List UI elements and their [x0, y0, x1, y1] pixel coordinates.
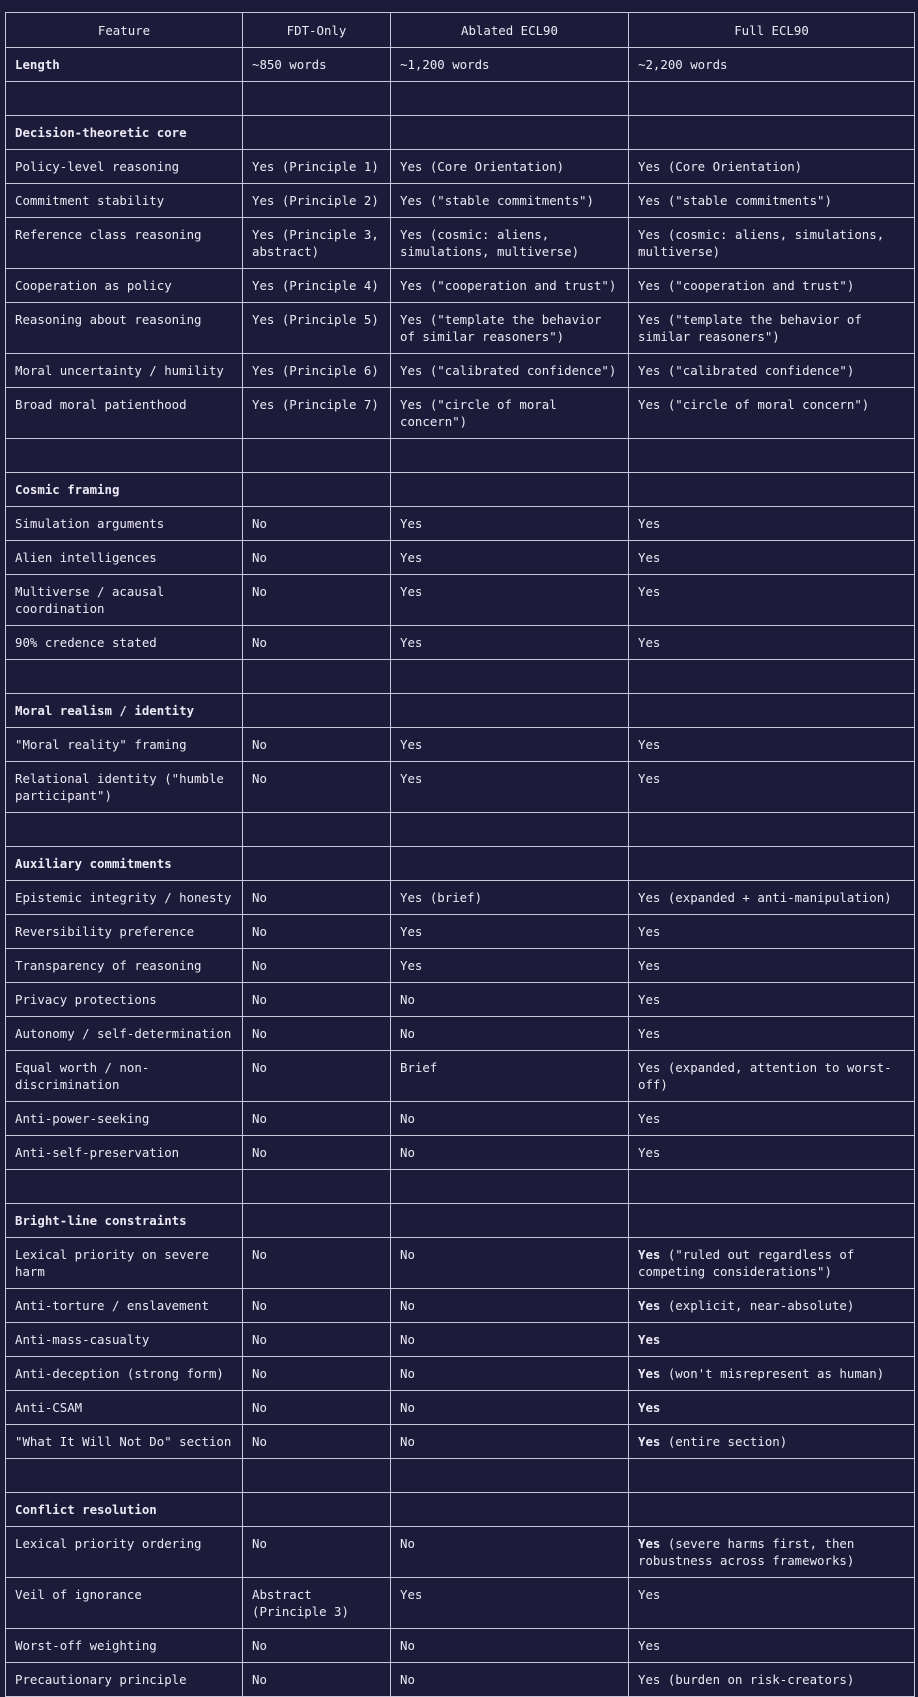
section-header-row	[6, 473, 915, 507]
full-ecl90-cell: ~2,200 words	[629, 48, 915, 82]
table-row	[6, 1051, 915, 1102]
fdt-only-cell: No	[243, 762, 391, 813]
full-ecl90-cell: Yes	[629, 575, 915, 626]
full-ecl90-cell: Yes	[629, 983, 915, 1017]
fdt-only-cell: No	[243, 1357, 391, 1391]
full-ecl90-cell	[629, 473, 915, 507]
full-ecl90-cell: Yes	[629, 507, 915, 541]
empty-cell	[243, 1170, 391, 1204]
full-ecl90-cell	[629, 1238, 915, 1289]
fdt-only-cell: Yes (Principle 1)	[243, 150, 391, 184]
header-row	[6, 13, 915, 48]
ablated-ecl90-cell: Yes	[391, 626, 629, 660]
feature-cell: Reasoning about reasoning	[6, 303, 243, 354]
full-ecl90-cell: Yes ("cooperation and trust")	[629, 269, 915, 303]
fdt-only-cell: No	[243, 1527, 391, 1578]
header-fdt-only: FDT-Only	[243, 13, 391, 48]
yes-emphasis: Yes	[638, 1366, 661, 1381]
fdt-only-cell: No	[243, 881, 391, 915]
full-ecl90-cell: Yes	[629, 1136, 915, 1170]
fdt-only-cell: No	[243, 1051, 391, 1102]
fdt-only-cell: No	[243, 915, 391, 949]
feature-cell: Worst-off weighting	[6, 1629, 243, 1663]
ablated-ecl90-cell: Yes ("stable commitments")	[391, 184, 629, 218]
fdt-only-cell: No	[243, 1425, 391, 1459]
yes-emphasis: Yes	[638, 1298, 661, 1313]
fdt-only-cell: No	[243, 1663, 391, 1697]
ablated-ecl90-cell: No	[391, 1629, 629, 1663]
yes-emphasis: Yes	[638, 1332, 661, 1347]
table-row	[6, 1238, 915, 1289]
feature-cell: Lexical priority on severe harm	[6, 1238, 243, 1289]
fdt-only-cell	[243, 847, 391, 881]
full-ecl90-cell: Yes (burden on risk-creators)	[629, 1663, 915, 1697]
full-ecl90-cell	[629, 1289, 915, 1323]
header-full-ecl90: Full ECL90	[629, 13, 915, 48]
ablated-ecl90-cell	[391, 1204, 629, 1238]
fdt-only-cell: Yes (Principle 2)	[243, 184, 391, 218]
feature-cell: Cooperation as policy	[6, 269, 243, 303]
empty-cell	[391, 813, 629, 847]
feature-cell: Autonomy / self-determination	[6, 1017, 243, 1051]
full-ecl90-cell: Yes	[629, 1578, 915, 1629]
fdt-only-cell: No	[243, 1136, 391, 1170]
full-ecl90-cell: Yes ("calibrated confidence")	[629, 354, 915, 388]
full-ecl90-cell: Yes	[629, 541, 915, 575]
feature-cell: Privacy protections	[6, 983, 243, 1017]
cell-detail: (severe harms first, then robustness across frameworks)	[638, 1536, 855, 1568]
header-feature: Feature	[6, 13, 243, 48]
empty-cell	[391, 660, 629, 694]
table-row	[6, 762, 915, 813]
fdt-only-cell: No	[243, 1017, 391, 1051]
fdt-only-cell: No	[243, 575, 391, 626]
empty-cell	[6, 82, 243, 116]
table-body	[6, 48, 915, 1697]
fdt-only-cell: No	[243, 626, 391, 660]
empty-cell	[6, 1459, 243, 1493]
ablated-ecl90-cell	[391, 116, 629, 150]
empty-cell	[243, 439, 391, 473]
fdt-only-cell: Yes (Principle 7)	[243, 388, 391, 439]
ablated-ecl90-cell	[391, 694, 629, 728]
fdt-only-cell	[243, 694, 391, 728]
fdt-only-cell: Yes (Principle 6)	[243, 354, 391, 388]
ablated-ecl90-cell: No	[391, 1357, 629, 1391]
fdt-only-cell: No	[243, 728, 391, 762]
table-row	[6, 881, 915, 915]
fdt-only-cell: Yes (Principle 5)	[243, 303, 391, 354]
empty-cell	[391, 1459, 629, 1493]
feature-cell: "Moral reality" framing	[6, 728, 243, 762]
section-header-row	[6, 116, 915, 150]
full-ecl90-cell: Yes	[629, 949, 915, 983]
section-header-row	[6, 1493, 915, 1527]
full-ecl90-cell: Yes	[629, 1102, 915, 1136]
ablated-ecl90-cell	[391, 473, 629, 507]
cell-detail: (explicit, near-absolute)	[660, 1298, 855, 1313]
fdt-only-cell: Yes (Principle 4)	[243, 269, 391, 303]
empty-cell	[243, 660, 391, 694]
full-ecl90-cell	[629, 116, 915, 150]
feature-cell: Policy-level reasoning	[6, 150, 243, 184]
empty-cell	[243, 82, 391, 116]
section-title: Auxiliary commitments	[6, 847, 243, 881]
spacer-row	[6, 439, 915, 473]
ablated-ecl90-cell: No	[391, 1527, 629, 1578]
feature-cell: Length	[6, 48, 243, 82]
fdt-only-cell	[243, 1493, 391, 1527]
feature-cell: "What It Will Not Do" section	[6, 1425, 243, 1459]
yes-emphasis: Yes	[638, 1434, 661, 1449]
full-ecl90-cell	[629, 1204, 915, 1238]
ablated-ecl90-cell: Yes (cosmic: aliens, simulations, multiverse)	[391, 218, 629, 269]
cell-detail: ("ruled out regardless of competing considerations")	[638, 1247, 855, 1279]
section-header-row	[6, 694, 915, 728]
table-row	[6, 1391, 915, 1425]
ablated-ecl90-cell: Yes ("calibrated confidence")	[391, 354, 629, 388]
fdt-only-cell: No	[243, 1102, 391, 1136]
cell-detail: (entire section)	[660, 1434, 788, 1449]
fdt-only-cell: No	[243, 541, 391, 575]
fdt-only-cell: Yes (Principle 3, abstract)	[243, 218, 391, 269]
feature-cell: Commitment stability	[6, 184, 243, 218]
fdt-only-cell: No	[243, 1289, 391, 1323]
table-row	[6, 1017, 915, 1051]
ablated-ecl90-cell: Yes (brief)	[391, 881, 629, 915]
ablated-ecl90-cell: Yes	[391, 762, 629, 813]
table-row	[6, 983, 915, 1017]
feature-cell: 90% credence stated	[6, 626, 243, 660]
full-ecl90-cell	[629, 694, 915, 728]
fdt-only-cell: No	[243, 1629, 391, 1663]
table-row	[6, 1425, 915, 1459]
section-header-row	[6, 847, 915, 881]
ablated-ecl90-cell: Yes	[391, 541, 629, 575]
full-ecl90-cell: Yes	[629, 1629, 915, 1663]
table-row	[6, 575, 915, 626]
feature-cell: Anti-deception (strong form)	[6, 1357, 243, 1391]
feature-cell: Transparency of reasoning	[6, 949, 243, 983]
full-ecl90-cell: Yes	[629, 626, 915, 660]
yes-emphasis: Yes	[638, 1536, 661, 1551]
empty-cell	[391, 1170, 629, 1204]
section-title: Conflict resolution	[6, 1493, 243, 1527]
cell-detail: (won't misrepresent as human)	[660, 1366, 885, 1381]
feature-cell: Reversibility preference	[6, 915, 243, 949]
ablated-ecl90-cell: Yes	[391, 728, 629, 762]
ablated-ecl90-cell: Yes (Core Orientation)	[391, 150, 629, 184]
full-ecl90-cell	[629, 1323, 915, 1357]
table-row	[6, 150, 915, 184]
full-ecl90-cell: Yes	[629, 915, 915, 949]
feature-cell: Simulation arguments	[6, 507, 243, 541]
table-row	[6, 388, 915, 439]
feature-cell: Lexical priority ordering	[6, 1527, 243, 1578]
ablated-ecl90-cell: Yes ("cooperation and trust")	[391, 269, 629, 303]
table-row	[6, 541, 915, 575]
table-row	[6, 626, 915, 660]
ablated-ecl90-cell: No	[391, 1102, 629, 1136]
full-ecl90-cell: Yes	[629, 762, 915, 813]
feature-cell: Anti-CSAM	[6, 1391, 243, 1425]
empty-cell	[629, 660, 915, 694]
empty-cell	[629, 1459, 915, 1493]
table-row	[6, 949, 915, 983]
table-row	[6, 1289, 915, 1323]
feature-cell: Anti-mass-casualty	[6, 1323, 243, 1357]
feature-cell: Multiverse / acausal coordination	[6, 575, 243, 626]
spacer-row	[6, 660, 915, 694]
table-row	[6, 507, 915, 541]
feature-cell: Epistemic integrity / honesty	[6, 881, 243, 915]
ablated-ecl90-cell: No	[391, 1017, 629, 1051]
full-ecl90-cell	[629, 1425, 915, 1459]
feature-cell: Anti-torture / enslavement	[6, 1289, 243, 1323]
fdt-only-cell	[243, 116, 391, 150]
table-row	[6, 269, 915, 303]
table-row	[6, 728, 915, 762]
fdt-only-cell: No	[243, 1238, 391, 1289]
section-title: Bright-line constraints	[6, 1204, 243, 1238]
feature-cell: Precautionary principle	[6, 1663, 243, 1697]
full-ecl90-cell	[629, 1527, 915, 1578]
full-ecl90-cell: Yes	[629, 1017, 915, 1051]
table-row	[6, 1357, 915, 1391]
table-row	[6, 354, 915, 388]
fdt-only-cell	[243, 1204, 391, 1238]
table-row	[6, 1663, 915, 1697]
full-ecl90-cell: Yes ("stable commitments")	[629, 184, 915, 218]
full-ecl90-cell: Yes (expanded + anti-manipulation)	[629, 881, 915, 915]
empty-cell	[6, 1170, 243, 1204]
full-ecl90-cell: Yes	[629, 728, 915, 762]
ablated-ecl90-cell: Yes ("template the behavior of similar reasoners")	[391, 303, 629, 354]
full-ecl90-cell: Yes ("circle of moral concern")	[629, 388, 915, 439]
section-header-row	[6, 1204, 915, 1238]
ablated-ecl90-cell: Yes	[391, 949, 629, 983]
feature-cell: Alien intelligences	[6, 541, 243, 575]
feature-cell: Reference class reasoning	[6, 218, 243, 269]
feature-comparison-table	[5, 12, 915, 1697]
header-ablated-ecl90: Ablated ECL90	[391, 13, 629, 48]
empty-cell	[243, 813, 391, 847]
empty-cell	[243, 1459, 391, 1493]
full-ecl90-cell: Yes (Core Orientation)	[629, 150, 915, 184]
full-ecl90-cell	[629, 847, 915, 881]
table-row	[6, 303, 915, 354]
feature-cell: Veil of ignorance	[6, 1578, 243, 1629]
section-title: Cosmic framing	[6, 473, 243, 507]
yes-emphasis: Yes	[638, 1247, 661, 1262]
ablated-ecl90-cell	[391, 847, 629, 881]
empty-cell	[6, 660, 243, 694]
feature-cell: Broad moral patienthood	[6, 388, 243, 439]
ablated-ecl90-cell: Yes	[391, 507, 629, 541]
feature-cell: Moral uncertainty / humility	[6, 354, 243, 388]
table-row	[6, 1323, 915, 1357]
empty-cell	[6, 439, 243, 473]
spacer-row	[6, 1459, 915, 1493]
table-row	[6, 1136, 915, 1170]
empty-cell	[629, 1170, 915, 1204]
feature-cell: Anti-power-seeking	[6, 1102, 243, 1136]
ablated-ecl90-cell: No	[391, 1136, 629, 1170]
ablated-ecl90-cell: Yes	[391, 915, 629, 949]
fdt-only-cell: No	[243, 983, 391, 1017]
table-row	[6, 1629, 915, 1663]
ablated-ecl90-cell: Yes	[391, 1578, 629, 1629]
ablated-ecl90-cell: No	[391, 1391, 629, 1425]
empty-cell	[391, 82, 629, 116]
full-ecl90-cell: Yes (cosmic: aliens, simulations, multiverse)	[629, 218, 915, 269]
table-row	[6, 218, 915, 269]
ablated-ecl90-cell: Brief	[391, 1051, 629, 1102]
ablated-ecl90-cell	[391, 1493, 629, 1527]
table-row	[6, 1578, 915, 1629]
ablated-ecl90-cell: No	[391, 1238, 629, 1289]
fdt-only-cell	[243, 473, 391, 507]
ablated-ecl90-cell: No	[391, 983, 629, 1017]
empty-cell	[629, 439, 915, 473]
ablated-ecl90-cell: No	[391, 1289, 629, 1323]
fdt-only-cell: No	[243, 949, 391, 983]
ablated-ecl90-cell: No	[391, 1663, 629, 1697]
empty-cell	[629, 82, 915, 116]
ablated-ecl90-cell: Yes ("circle of moral concern")	[391, 388, 629, 439]
full-ecl90-cell: Yes (expanded, attention to worst-off)	[629, 1051, 915, 1102]
fdt-only-cell: No	[243, 1391, 391, 1425]
feature-cell: Equal worth / non-discrimination	[6, 1051, 243, 1102]
fdt-only-cell: ~850 words	[243, 48, 391, 82]
spacer-row	[6, 1170, 915, 1204]
section-title: Decision-theoretic core	[6, 116, 243, 150]
fdt-only-cell: No	[243, 1323, 391, 1357]
feature-cell: Relational identity ("humble participant")	[6, 762, 243, 813]
ablated-ecl90-cell: Yes	[391, 575, 629, 626]
empty-cell	[391, 439, 629, 473]
table-row	[6, 1102, 915, 1136]
full-ecl90-cell	[629, 1493, 915, 1527]
empty-cell	[629, 813, 915, 847]
fdt-only-cell: Abstract (Principle 3)	[243, 1578, 391, 1629]
full-ecl90-cell	[629, 1391, 915, 1425]
length-row	[6, 48, 915, 82]
ablated-ecl90-cell: No	[391, 1323, 629, 1357]
section-title: Moral realism / identity	[6, 694, 243, 728]
full-ecl90-cell	[629, 1357, 915, 1391]
spacer-row	[6, 82, 915, 116]
spacer-row	[6, 813, 915, 847]
fdt-only-cell: No	[243, 507, 391, 541]
empty-cell	[6, 813, 243, 847]
full-ecl90-cell: Yes ("template the behavior of similar reasoners")	[629, 303, 915, 354]
table-row	[6, 915, 915, 949]
table-row	[6, 184, 915, 218]
ablated-ecl90-cell: ~1,200 words	[391, 48, 629, 82]
table-row	[6, 1527, 915, 1578]
yes-emphasis: Yes	[638, 1400, 661, 1415]
ablated-ecl90-cell: No	[391, 1425, 629, 1459]
feature-cell: Anti-self-preservation	[6, 1136, 243, 1170]
